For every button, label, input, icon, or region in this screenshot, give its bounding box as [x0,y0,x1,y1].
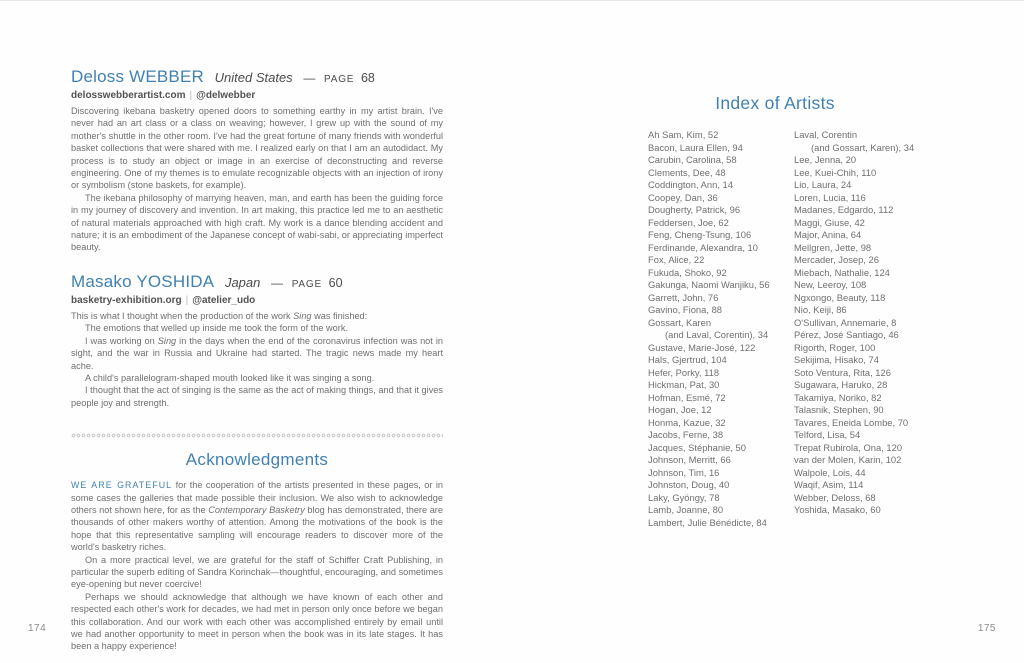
index-entry: Telford, Lisa, 54 [794,429,861,440]
artist-name: Masako YOSHIDA [71,271,215,291]
index-entry: Major, Anina, 64 [794,229,862,240]
index-entry: Gakunga, Naomi Wanjiku, 56 [648,279,770,290]
index-column-right [794,129,928,529]
page-ref-number: 68 [360,71,375,85]
index-entry: Johnson, Tim, 16 [648,466,720,478]
index-entry: Lio, Laura, 24 [794,179,852,190]
index-entry: Ngxongo, Beauty, 118 [794,291,886,303]
index-entry: Trepat Rubirola, Ona, 120 [794,441,903,453]
artist-bio-yoshida [71,270,443,409]
index-entry: (and Laval, Corentin), 34 [665,329,769,340]
acknowledgments-section [71,450,443,653]
artist-heading [71,270,443,294]
artist-social-handle: @delwebber [196,90,256,101]
artist-name: Deloss WEBBER [71,67,204,86]
paragraph [71,384,443,409]
index-title: Index of Artists [715,93,835,113]
artist-website: basketry-exhibition.org [71,294,182,306]
index-entry: Feddersen, Joe, 62 [648,216,729,228]
index-entry: Fukuda, Shoko, 92 [648,266,727,278]
artist-bio-text [71,105,443,254]
lead-in-text: WE ARE GRATEFUL [71,480,173,491]
artist-bio-webber [71,65,443,254]
dash-separator: — [271,275,284,290]
index-column-left [648,129,794,529]
index-entry: Laky, Gyöngy, 78 [648,491,720,503]
index-entry: Garrett, John, 76 [648,291,719,303]
index-entry: Ah Sam, Kim, 52 [648,129,719,140]
index-entry: Walpole, Lois, 44 [794,466,866,478]
index-entry: Honma, Kazue, 32 [648,416,726,428]
folio-right-page-number: 175 [977,623,996,634]
paragraph [71,591,443,653]
artist-bio-text [71,310,443,409]
page-left [71,65,443,653]
artist-links [71,295,443,306]
text-segment: I was working on [85,335,158,346]
index-entry: Bacon, Laura Ellen, 94 [648,141,743,153]
index-entry: Maggi, Giuse, 42 [794,216,865,228]
index-entry: Miebach, Nathalie, 124 [794,266,890,278]
page-ref-label: PAGE [291,278,322,290]
text-segment: Perhaps we should acknowledge that although we have known of each other and respected each other's work for decades, we had met in person only once before we began this collaboration. And our work with each other was accomplished entirely by email until we had another opportunity to meet in person when the book was in its late stages. It has been a happy experience! [71,591,443,652]
text-segment: Contemporary Basketry [208,504,305,515]
paragraph [71,322,443,334]
index-entry: Jacques, Stéphanie, 50 [648,441,746,453]
index-entry: Gossart, Karen [648,316,712,328]
text-segment: for the cooperation of the artists presented in these pages, or in some cases the galleries that made possible their inclusion. We also wish to acknowledge others not shown here, for as the [71,480,443,515]
index-entry: Jacobs, Ferne, 38 [648,429,724,440]
index-entry: Soto Ventura, Rita, 126 [794,366,891,378]
text-segment: Discovering ikebana basketry opened doors to something earthy in my artist brain. I've never had an art class or a class on weaving; however, I grew up with the sound of my mother's shuttle in the other room. I've had the great fortune of many friends with wonderful basket collections that were shared with me. I realized early on that I am an autodidact. My process is to study an object or image in an exercise of deconstructing and reverse engineering. One of my themes is to emulate recognizable objects with an injection of irony or symbolism (stone baskets, for example). [71,106,443,191]
index-entry: Hals, Gjertrud, 104 [648,354,727,365]
index-entry: Rigorth, Roger, 100 [794,341,876,353]
text-segment: was finished: [311,310,368,321]
index-entry: Hefer, Porky, 118 [648,366,720,378]
artist-social-handle: @atelier_udo [192,294,256,306]
artist-heading [71,65,443,89]
index-entry: Tavares, Eneida Lombe, 70 [794,416,909,428]
index-entry: Johnston, Doug, 40 [648,479,730,490]
index-entry: Hofman, Esmé, 72 [648,391,726,403]
index-entry: New, Leeroy, 108 [794,279,867,290]
chain-pattern-divider [71,433,443,438]
text-segment: A child's parallelogram-shaped mouth looked like it was singing a song. [85,372,375,383]
paragraph [71,554,443,591]
index-entry: Yoshida, Masako, 60 [794,504,881,515]
index-entry: Lee, Kuei-Chih, 110 [794,166,877,178]
artist-links [71,90,443,101]
paragraph [71,192,443,254]
acknowledgments-text [71,479,443,653]
paragraph [71,105,443,192]
index-entry: (and Gossart, Karen), 34 [811,141,915,153]
paragraph [71,479,443,553]
acknowledgments-title: Acknowledgments [185,450,329,470]
index-entry: Mellgren, Jette, 98 [794,241,872,253]
index-entry: Johnson, Merritt, 66 [648,454,731,465]
page-right [648,93,928,529]
index-entry: Lee, Jenna, 20 [794,154,857,165]
text-segment: in the days when the end of the coronavirus infection was not in sight, and the war in Russia and Ukraine had started. The tragic news made my heart ache. [71,335,443,371]
artist-country: United States [214,70,293,85]
index-entry: Webber, Deloss, 68 [794,491,876,503]
index-entry: Sugawara, Haruko, 28 [794,379,888,390]
index-entry: Hogan, Joe, 12 [648,404,712,415]
text-segment: blog has demonstrated, there are thousands of other makers worthy of attention. Among the motivations of the book is the hope that this representative sampling will encourage readers to discover more of the world's basketry riches. [71,504,443,553]
index-entry: Ferdinande, Alexandra, 10 [648,241,758,253]
index-columns [648,129,928,529]
index-entry: Coddington, Ann, 14 [648,179,733,190]
index-entry: Nio, Keiji, 86 [794,304,847,315]
index-entry: Hickman, Pat, 30 [648,379,720,390]
page-ref-number: 60 [328,275,343,290]
index-entry: Lamb, Joanne, 80 [648,504,724,515]
pipe-separator: | [189,90,193,101]
index-entry: Coopey, Dan, 36 [648,191,718,203]
index-entry: Takamiya, Noriko, 82 [794,391,882,403]
pipe-separator: | [185,294,189,306]
artist-country: Japan [224,274,261,290]
text-segment: The emotions that welled up inside me took the form of the work. [85,323,348,334]
text-segment: Sing [293,310,312,321]
index-entry: Pérez, José Santiago, 46 [794,329,899,340]
index-entry: Dougherty, Patrick, 96 [648,204,741,215]
paragraph [71,310,443,322]
index-entry: Loren, Lucia, 116 [794,191,866,203]
index-entry: Madanes, Edgardo, 112 [794,204,894,215]
index-entry: van der Molen, Karin, 102 [794,454,902,465]
text-segment: On a more practical level, we are grateful for the staff of Schiffer Craft Publishing, in particular the superb editing of Sandra Korinchak—thoughtful, encouraging, and sometimes eye-opening but never coercive! [71,554,443,590]
index-entry: Gustave, Marie-José, 122 [648,341,756,353]
index-entry: Talasnik, Stephen, 90 [794,404,884,415]
index-entry: Waqif, Asim, 114 [794,479,864,490]
index-entry: Sekijima, Hisako, 74 [794,354,879,365]
index-entry: O'Sullivan, Annemarie, 8 [794,316,897,328]
text-segment: This is what I thought when the production of the work [71,310,294,321]
index-entry: Clements, Dee, 48 [648,166,726,178]
dash-separator: — [303,71,316,85]
paragraph [71,372,443,384]
index-entry: Laval, Corentin [794,129,858,140]
text-segment: Sing [157,335,177,346]
index-entry: Carubin, Carolina, 58 [648,154,737,165]
folio-left-page-number: 174 [28,623,47,634]
text-segment: The ikebana philosophy of marrying heaven, man, and earth has been the guiding force in my journey of discovery and invention. In art making, this practice led me to an aesthetic of natural materials approached with high craft. My work is a dance blending accident and nature; it is an embodiment of the Japanese concept of wabi-sabi, or appreciating imperfect beauty. [71,192,443,253]
page-ref-label: PAGE [324,74,355,85]
index-entry: Gavino, Fiona, 88 [648,304,723,315]
artist-website: delosswebberartist.com [71,90,186,101]
paragraph [71,335,443,372]
index-entry: Lambert, Julie Bénédicte, 84 [648,516,767,528]
text-segment: I thought that the act of singing is the same as the act of making things, and that it gives people joy and strength. [71,385,443,408]
index-entry: Mercader, Josep, 26 [794,254,879,265]
index-entry: Feng, Cheng-Tsung, 106 [648,229,752,240]
index-entry: Fox, Alice, 22 [648,254,705,265]
